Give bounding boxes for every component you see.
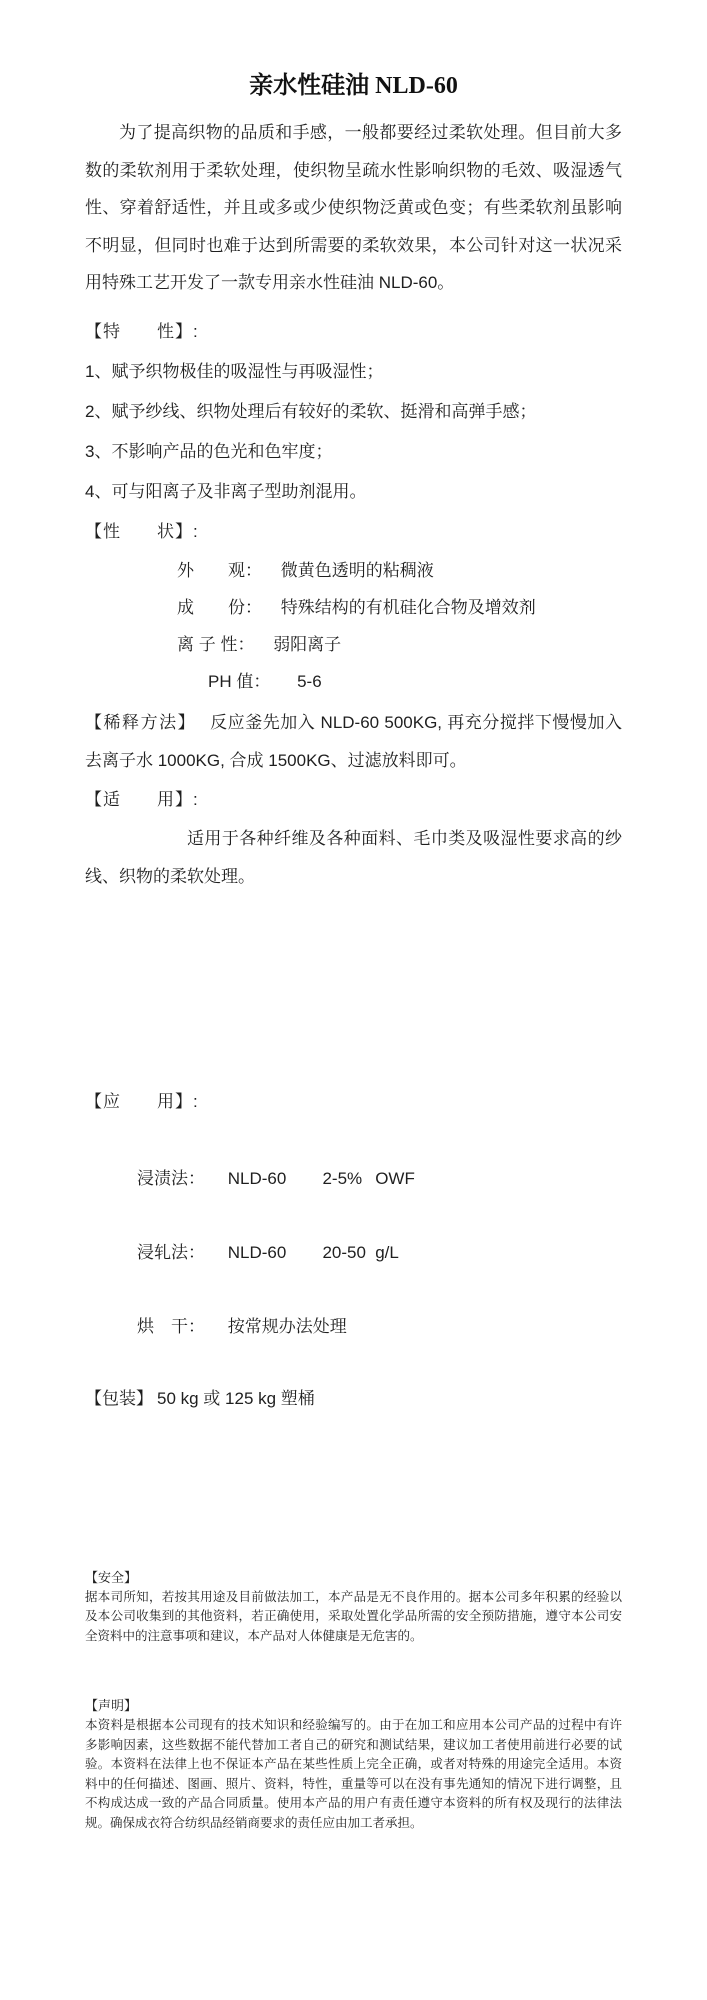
property-row <box>85 589 622 626</box>
application-row <box>85 1234 622 1272</box>
packaging-text: 50 kg 或 125 kg 塑桶 <box>157 1388 315 1408</box>
section-heading-features: 【特 性】: <box>85 321 199 341</box>
feature-item: 3、不影响产品的色光和色牢度； <box>85 441 333 461</box>
dilution-text: 反应釜先加入 NLD-60 500KG, 再充分搅拌下慢慢加入去离子水 1000KG, 合成 1500KG、过滤放料即可。 <box>85 712 622 770</box>
suitable-paragraph: 适用于各种纤维及各种面料、毛巾类及吸湿性要求高的纱线、织物的柔软处理。 <box>85 828 622 886</box>
intro-paragraph: 为了提高织物的品质和手感，一般都要经过柔软处理。但目前大多数的柔软剂用于柔软处理，使织物呈疏水性影响织物的毛效、吸湿透气性、穿着舒适性，并且或多或少使织物泛黄或色变；有些柔软剂虽影响不明显，但同时也难于达到所需要的柔软效果，本公司针对这一状况采用特殊工艺开发了一款专用亲水性硅油 NLD-60。 <box>85 123 622 292</box>
statement-section <box>85 1696 622 1833</box>
property-label: PH 值： <box>208 671 271 691</box>
application-product: 按常规办法处理 <box>227 1316 347 1336</box>
property-row <box>85 626 622 663</box>
property-value: 特殊结构的有机硅化合物及增效剂 <box>280 597 536 617</box>
feature-item: 1、赋予织物极佳的吸湿性与再吸湿性； <box>85 361 384 381</box>
document-content <box>0 70 707 1833</box>
property-label: 离 子 性： <box>177 634 255 654</box>
application-unit: OWF <box>375 1168 415 1188</box>
section-heading-safety: 【安全】 <box>85 1569 138 1585</box>
packaging-line <box>85 1380 622 1418</box>
application-method: 浸渍法： <box>137 1168 205 1188</box>
statement-text: 本资料是根据本公司现有的技术知识和经验编写的。由于在加工和应用本公司产品的过程中有许多影响因素，这些数据不能代替加工者自己的研究和测试结果，建议加工者使用前进行必要的试验。本资料在法律上也不保证本产品在某些性质上完全正确，或者对特殊的用途完全适用。本资料中的任何描述、图画、照片、资料，特性，重量等可以在没有事先通知的情况下进行调整，且不构成达成一致的产品合同质量。使用本产品的用户有责任遵守本资料的所有权及现行的法律法规。确保成衣符合纺织品经销商要求的责任应由加工者承担。 <box>85 1718 622 1830</box>
feature-item: 4、可与阳离子及非离子型助剂混用。 <box>85 481 367 501</box>
safety-text: 据本司所知，若按其用途及目前做法加工，本产品是无不良作用的。据本公司多年积累的经验以及本公司收集到的其他资料，若正确使用，采取处置化学品所需的安全预防措施，遵守本公司安全资料中的注意事项和建议，本产品对人体健康是无危害的。 <box>85 1589 622 1643</box>
page-title: 亲水性硅油 NLD-60 <box>249 73 458 99</box>
property-label: 外 观： <box>177 560 262 580</box>
section-heading-properties: 【性 状】: <box>85 521 199 541</box>
safety-section <box>85 1568 622 1647</box>
application-product: NLD-60 <box>227 1242 287 1262</box>
application-unit: g/L <box>375 1242 399 1262</box>
property-row-ph <box>85 663 622 700</box>
feature-item: 2、赋予纱线、织物处理后有较好的柔软、挺滑和高弹手感； <box>85 401 537 421</box>
property-value: 5-6 <box>297 671 322 691</box>
section-heading-suitable: 【适 用】: <box>85 789 199 809</box>
section-heading-statement: 【声明】 <box>85 1698 138 1713</box>
section-heading-dilution: 【稀释方法】 <box>85 712 197 732</box>
application-row <box>85 1160 622 1198</box>
application-row <box>85 1308 622 1346</box>
property-value: 微黄色透明的粘稠液 <box>280 560 434 580</box>
application-dosage: 2-5% <box>322 1168 363 1188</box>
property-value: 弱阳离子 <box>273 634 342 654</box>
property-label: 成 份： <box>177 597 262 617</box>
application-dosage: 20-50 <box>322 1242 366 1262</box>
application-product: NLD-60 <box>227 1168 287 1188</box>
application-method: 浸轧法： <box>137 1242 205 1262</box>
application-method: 烘 干： <box>137 1316 205 1336</box>
section-heading-packaging: 【包装】 <box>85 1388 153 1408</box>
property-row <box>85 552 622 589</box>
dilution-paragraph <box>85 704 622 780</box>
section-heading-application: 【应 用】: <box>85 1091 199 1111</box>
